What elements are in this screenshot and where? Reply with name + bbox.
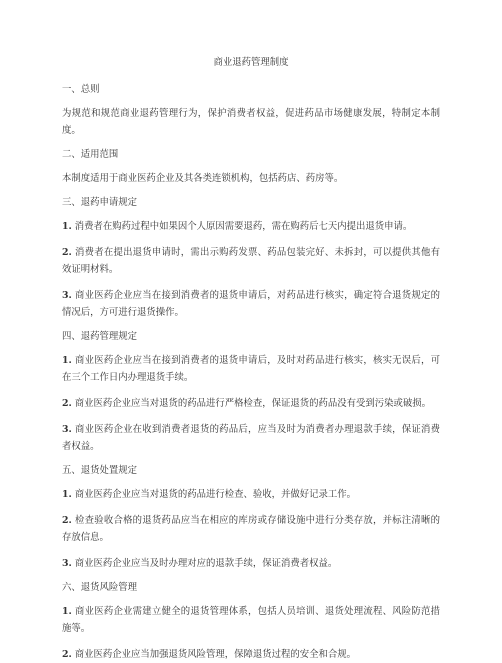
item-number: 2. bbox=[62, 649, 72, 660]
item-text: 商业医药企业应当对退货的药品进行检查、验收，并做好记录工作。 bbox=[71, 489, 357, 500]
item-number: 2. bbox=[62, 247, 72, 258]
item-number: 1. bbox=[62, 355, 72, 366]
item-text: 消费者在购药过程中如果因个人原因需要退药，需在购药后七天内提出退货申请。 bbox=[71, 221, 413, 232]
item-text: 商业医药企业应当对退货的药品进行严格检查，保证退货的药品没有受到污染或破损。 bbox=[71, 398, 432, 409]
paragraph bbox=[62, 105, 440, 139]
item-text: 商业医药企业需建立健全的退货管理体系，包括人员培训、退货处理流程、风险防范措施等。 bbox=[62, 606, 440, 634]
item-number: 3. bbox=[62, 558, 72, 569]
item-number: 3. bbox=[62, 424, 72, 435]
section-heading-return-management: 四、退药管理规定 bbox=[62, 331, 138, 342]
item-number: 2. bbox=[62, 515, 72, 526]
item-number: 1. bbox=[62, 221, 72, 232]
section-heading-return-risk: 六、退货风险管理 bbox=[62, 582, 138, 593]
list-item bbox=[62, 486, 440, 503]
list-item bbox=[62, 287, 440, 321]
list-item bbox=[62, 421, 440, 455]
item-text: 检查验收合格的退货药品应当在相应的库房或存储设施中进行分类存放，并标注清晰的存放信息。 bbox=[62, 515, 440, 543]
paragraph-text: 为规范和规范商业退药管理行为，保护消费者权益，促进药品市场健康发展，特制定本制度。 bbox=[62, 108, 440, 136]
item-number: 3. bbox=[62, 290, 72, 301]
list-item bbox=[62, 244, 440, 278]
item-text: 商业医药企业应当在接到消费者的退货申请后，对药品进行核实，确定符合退货规定的情况后，方可进行退货操作。 bbox=[62, 290, 440, 318]
section-heading-return-application: 三、退药申请规定 bbox=[62, 197, 138, 208]
item-number: 1. bbox=[62, 606, 72, 617]
document-title: 商业退药管理制度 bbox=[213, 57, 289, 68]
list-item bbox=[62, 395, 440, 412]
list-item bbox=[62, 218, 440, 235]
item-text: 商业医药企业应当在接到消费者的退货申请后，及时对药品进行核实，核实无误后，可在三个工作日内办理退货手续。 bbox=[62, 355, 440, 383]
item-text: 商业医药企业在收到消费者退货的药品后，应当及时为消费者办理退款手续，保证消费者权益。 bbox=[62, 424, 440, 452]
item-text: 商业医药企业应当加强退货风险管理，保障退货过程的安全和合规。 bbox=[71, 649, 357, 660]
item-number: 1. bbox=[62, 489, 72, 500]
list-item bbox=[62, 512, 440, 546]
list-item bbox=[62, 555, 440, 572]
item-text: 消费者在提出退货申请时，需出示购药发票、药品包装完好、未拆封，可以提供其他有效证明材料。 bbox=[62, 247, 440, 275]
section-heading-general: 一、总则 bbox=[62, 84, 100, 95]
list-item bbox=[62, 352, 440, 386]
paragraph bbox=[62, 170, 440, 187]
section-heading-scope: 二、适用范围 bbox=[62, 149, 119, 160]
section-heading-return-disposal: 五、退货处置规定 bbox=[62, 465, 138, 476]
item-number: 2. bbox=[62, 398, 72, 409]
list-item bbox=[62, 603, 440, 637]
paragraph-text: 本制度适用于商业医药企业及其各类连锁机构，包括药店、药房等。 bbox=[62, 173, 344, 184]
item-text: 商业医药企业应当及时办理对应的退款手续，保证消费者权益。 bbox=[71, 558, 338, 569]
